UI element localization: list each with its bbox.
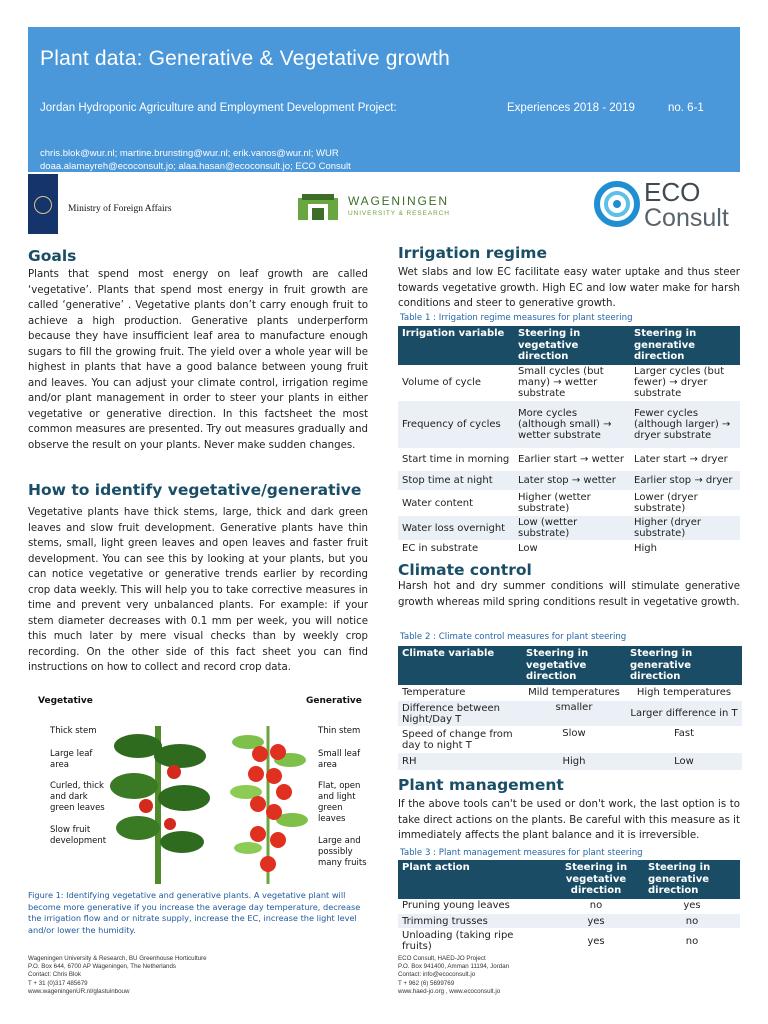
table-cell: yes <box>644 899 740 914</box>
gen-label-leaves: Flat, open and light green leaves <box>318 781 361 824</box>
figure-caption: Figure 1: Identifying vegetative and generative plants. A vegetative plant will become more generative if you increase the average day temperature, decrease the irrigation flow and or nitrate supply, increase the EC, increase the light level and/or lower the humidity. <box>28 890 361 935</box>
experiences-years: Experiences 2018 - 2019 <box>507 102 635 114</box>
table-cell: High temperatures <box>626 685 742 701</box>
wur-name: WAGENINGEN <box>348 194 449 208</box>
table-cell: High <box>630 541 740 557</box>
gen-label-fruit: Large and possibly many fruits <box>318 836 367 868</box>
figure-vegetative-heading: Vegetative <box>38 696 93 706</box>
page-title: Plant data: Generative & Vegetative growth <box>40 47 450 70</box>
table-cell: Earlier stop → dryer <box>630 471 740 491</box>
table-cell: yes <box>548 914 644 929</box>
footer-wur <box>28 955 207 996</box>
table-cell: Later start → dryer <box>630 449 740 471</box>
header-banner <box>28 27 740 172</box>
project-name: Jordan Hydroponic Agriculture and Employment Development Project: <box>40 102 397 114</box>
table-cell: Unloading (taking ripe fruits) <box>398 929 548 954</box>
climate-table <box>398 646 742 771</box>
goals-text: Plants that spend most energy on leaf growth are called ‘vegetative’. Plants that spend most energy in fruit growth are called ‘generative’ . Vegetative plants don’t carry enough fruit to achieve a high production. Generative plants underperform because they have insufficient leaf area to manufacture enough sugars to fill the growing fruit. The yield over a whole year will be highest in plants that have a good balance between young fruit and leaves. You can adjust your climate control, irrigation regime and/or plant management in order to steer your plants in either vegetative or generative direction. In this factsheet the most common measures are presented. Try out measures gradually and observe the result on your plants. Never make sudden changes. <box>28 269 368 451</box>
table-header: Steering in generative direction <box>644 860 740 899</box>
table-row <box>398 701 742 727</box>
footer-line: Contact: info@ecoconsult.jo <box>398 971 476 979</box>
table-cell: yes <box>548 929 644 954</box>
table-cell: Later stop → wetter <box>514 471 630 491</box>
table-row <box>398 753 742 771</box>
table-cell: Pruning young leaves <box>398 899 548 914</box>
logo-strip <box>28 174 740 234</box>
table-header: Plant action <box>398 860 548 899</box>
table-row <box>398 449 740 471</box>
table-cell: Difference between Night/Day T <box>398 701 522 727</box>
table-cell: Low <box>626 753 742 771</box>
eco-word: ECO <box>644 177 701 207</box>
table-row <box>398 491 740 516</box>
plant-management-table <box>398 860 740 954</box>
table-cell: Earlier start → wetter <box>514 449 630 471</box>
table-cell: Lower (dryer substrate) <box>630 491 740 516</box>
mofa-logo <box>28 174 228 234</box>
table-row <box>398 541 740 557</box>
figure-generative-heading: Generative <box>306 696 362 706</box>
consult-word: Consult <box>644 204 729 232</box>
plant-figure <box>28 688 368 884</box>
table-row <box>398 471 740 491</box>
veg-label-leaves: Curled, thick and dark green leaves <box>50 781 105 813</box>
table-cell: Low <box>514 541 630 557</box>
irrigation-text: Wet slabs and low EC facilitate easy water uptake and thus steer towards vegetative growth. High EC and low water make for harsh conditions and steer to generative growth. <box>398 267 740 309</box>
table-cell: Slow <box>522 727 626 753</box>
goals-heading: Goals <box>28 247 77 265</box>
authors-wur: chris.blok@wur.nl; martine.brunsting@wur.nl; erik.vanos@wur.nl; WUR <box>40 148 339 159</box>
table2-caption: Table 2 : Climate control measures for plant steering <box>400 632 627 642</box>
table-header: Steering in generative direction <box>626 646 742 685</box>
table-cell: Fast <box>626 727 742 753</box>
irrigation-heading: Irrigation regime <box>398 244 547 262</box>
table-row <box>398 899 740 914</box>
table3-caption: Table 3 : Plant management measures for plant steering <box>400 848 643 858</box>
footer-link[interactable]: www.haed-jo.org , www.ecoconsult.jo <box>398 987 501 995</box>
identify-heading: How to identify vegetative/generative <box>28 481 362 499</box>
table-cell: smaller <box>522 701 626 727</box>
eco-consult-logo <box>594 178 740 234</box>
footer-line: T + 962 (6) 5699769 <box>398 979 455 987</box>
table-cell: Volume of cycle <box>398 365 514 401</box>
footer-line: P.O. Box 941400, Amman 11194, Jordan <box>398 963 510 971</box>
table-header: Steering in generative direction <box>630 326 740 365</box>
table-row <box>398 365 740 401</box>
table-cell: Small cycles (but many) → wetter substrate <box>514 365 630 401</box>
crest-icon <box>28 174 58 234</box>
table-cell: Frequency of cycles <box>398 401 514 449</box>
table-cell: Speed of change from day to night T <box>398 727 522 753</box>
table-cell: Water content <box>398 491 514 516</box>
veg-label-fruit: Slow fruit development <box>50 825 107 846</box>
table-cell: Low (wetter substrate) <box>514 516 630 541</box>
table-cell: no <box>644 929 740 954</box>
table-header: Steering in vegetative direction <box>522 646 626 685</box>
table-cell: Trimming trusses <box>398 914 548 929</box>
footer-line: Contact: Chris Blok <box>28 971 81 979</box>
footer-line: Wageningen University & Research, BU Greenhouse Horticulture <box>28 955 207 962</box>
table-row <box>398 685 742 701</box>
footer-line: T + 31 (0)317 485679 <box>28 979 88 987</box>
wur-mark-icon <box>296 192 340 224</box>
wur-subtitle: UNIVERSITY & RESEARCH <box>348 210 450 217</box>
table-cell: RH <box>398 753 522 771</box>
table-cell: no <box>644 914 740 929</box>
table-cell: Water loss overnight <box>398 516 514 541</box>
table-cell: High <box>522 753 626 771</box>
authors-eco: doaa.alamayreh@ecoconsult.jo; alaa.hasan@ecoconsult.jo; ECO Consult <box>40 161 351 172</box>
table-cell: More cycles (although small) → wetter substrate <box>514 401 630 449</box>
table-header: Irrigation variable <box>398 326 514 365</box>
plant-management-heading: Plant management <box>398 776 564 794</box>
table-row <box>398 929 740 954</box>
table-header: Steering in vegetative direction <box>514 326 630 365</box>
table-cell: Higher (wetter substrate) <box>514 491 630 516</box>
table-cell: Mild temperatures <box>522 685 626 701</box>
wur-logo <box>296 188 496 228</box>
footer-link[interactable]: www.wageningenUR.nl/glastuinbouw <box>28 987 130 995</box>
factsheet-number: no. 6-1 <box>668 102 704 114</box>
footer-line: ECO Consult, HAED-JO Project <box>398 955 486 962</box>
table-cell: Stop time at night <box>398 471 514 491</box>
gen-label-stem: Thin stem <box>318 726 361 736</box>
irrigation-table <box>398 326 740 557</box>
table-cell: Start time in morning <box>398 449 514 471</box>
climate-text: Harsh hot and dry summer conditions will stimulate generative growth whereas mild spring conditions result in vegetative growth. <box>398 581 740 608</box>
gen-label-leaf-area: Small leaf area <box>318 749 361 770</box>
table-cell: Larger difference in T <box>626 701 742 727</box>
plant-management-text: If the above tools can't be used or don't work, the last option is to take direct actions on the plants. Be careful with this measure as it immediately affects the plant balance and it is irreversible. <box>398 799 740 841</box>
footer-eco <box>398 955 509 996</box>
table-row <box>398 401 740 449</box>
table-cell: EC in substrate <box>398 541 514 557</box>
table1-caption: Table 1 : Irrigation regime measures for plant steering <box>400 313 633 323</box>
footer-line: P.O. Box 644, 6700 AP Wageningen, The Netherlands <box>28 963 177 971</box>
eco-swirl-icon <box>594 180 640 228</box>
veg-label-stem: Thick stem <box>50 726 97 736</box>
table-cell: Larger cycles (but fewer) → dryer substrate <box>630 365 740 401</box>
table-header: Steering in vegetative direction <box>548 860 644 899</box>
veg-label-leaf-area: Large leaf area <box>50 749 93 770</box>
tomato-plants-illustration <box>108 716 318 884</box>
table-cell: no <box>548 899 644 914</box>
table-row <box>398 516 740 541</box>
table-row <box>398 727 742 753</box>
table-header: Climate variable <box>398 646 522 685</box>
table-cell: Temperature <box>398 685 522 701</box>
identify-text: Vegetative plants have thick stems, large, thick and dark green leaves and slow fruit development. Generative plants have thin stems, small, light green leaves and open leaves and faster fruit development. You can see this by looking at your plants, but you can notice vegetative or generative trends earlier by recording crop data weekly. This will help you to take corrective measures in time and prevent very unbalanced plants. For example: if your stem diameter decreases with 0.1 mm per week, you will notice this much later by mere visual checks than by weekly crop recording. On the other side of this fact sheet you can find instructions on how to collect and record crop data. <box>28 507 368 673</box>
table-cell: Higher (dryer substrate) <box>630 516 740 541</box>
mofa-label: Ministry of Foreign Affairs <box>68 204 172 214</box>
table-cell: Fewer cycles (although larger) → dryer substrate <box>630 401 740 449</box>
table-row <box>398 914 740 929</box>
climate-heading: Climate control <box>398 561 532 579</box>
